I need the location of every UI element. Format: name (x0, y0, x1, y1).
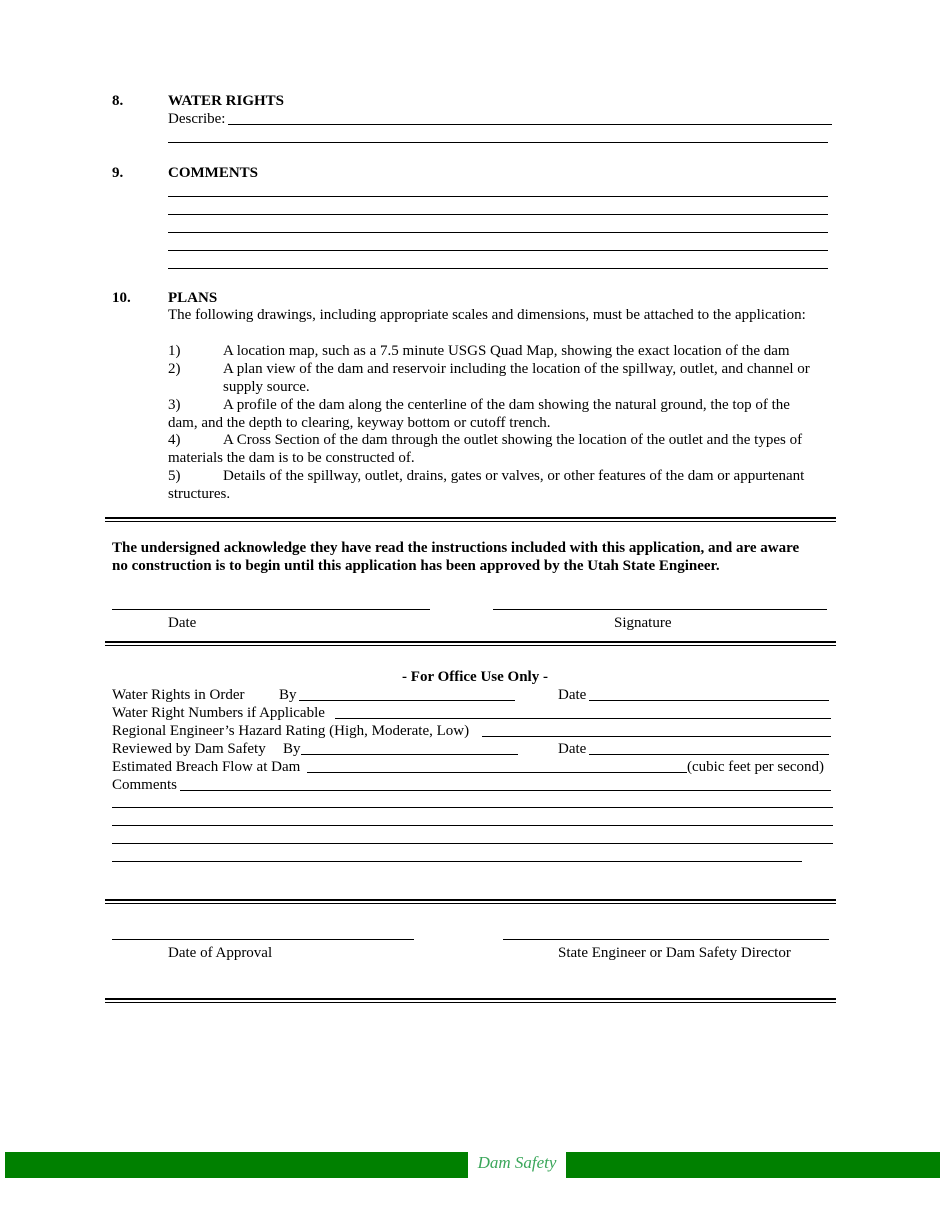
reviewed-date-label: Date (558, 741, 587, 757)
office-comments-label: Comments (112, 777, 178, 793)
comments-line-4[interactable] (168, 250, 828, 251)
plans-item-2-number: 2) (168, 361, 181, 377)
water-rights-in-order-label: Water Rights in Order (112, 687, 245, 703)
reviewed-date-field[interactable] (589, 754, 829, 755)
applicant-date-field[interactable] (112, 609, 430, 610)
acknowledgement-line-1: The undersigned acknowledge they have read the instructions included with this application, and are aware (112, 540, 800, 556)
water-rights-date-label: Date (558, 687, 587, 703)
water-rights-describe-field[interactable] (228, 124, 832, 125)
reviewed-by-by-label: By (283, 741, 301, 757)
footer-bar-left (5, 1152, 468, 1178)
office-comments-line-2[interactable] (112, 807, 833, 808)
plans-item-5-text: Details of the spillway, outlet, drains, gates or valves, or other features of the dam or appurtenant (223, 468, 805, 484)
water-right-numbers-label: Water Right Numbers if Applicable (112, 705, 325, 721)
plans-item-2-text: A plan view of the dam and reservoir including the location of the spillway, outlet, and channel or (223, 361, 810, 377)
applicant-date-label: Date (168, 615, 197, 631)
plans-intro: The following drawings, including appropriate scales and dimensions, must be attached to the application: (168, 307, 806, 323)
plans-item-1-text: A location map, such as a 7.5 minute USGS Quad Map, showing the exact location of the dam (223, 343, 790, 359)
divider (105, 899, 836, 904)
office-use-heading: - For Office Use Only - (402, 669, 548, 685)
water-right-numbers-field[interactable] (335, 718, 831, 719)
hazard-rating-field[interactable] (482, 736, 831, 737)
section-9-title: COMMENTS (168, 165, 258, 181)
plans-item-5-number: 5) (168, 468, 181, 484)
approver-label: State Engineer or Dam Safety Director (558, 945, 791, 961)
approval-date-field[interactable] (112, 939, 414, 940)
divider (105, 641, 836, 646)
divider (105, 998, 836, 1003)
water-rights-date-field[interactable] (589, 700, 829, 701)
divider (105, 517, 836, 522)
comments-line-1[interactable] (168, 196, 828, 197)
plans-item-2-text-cont: supply source. (223, 379, 310, 395)
office-comments-line-4[interactable] (112, 843, 833, 844)
office-comments-line-5[interactable] (112, 861, 802, 862)
footer-title: Dam Safety (477, 1153, 557, 1172)
plans-item-4-text-cont: materials the dam is to be constructed of. (168, 450, 415, 466)
comments-line-5[interactable] (168, 268, 828, 269)
plans-item-5-text-cont: structures. (168, 486, 231, 502)
acknowledgement-line-2: no construction is to begin until this application has been approved by the Utah State Engineer. (112, 558, 720, 574)
office-comments-field[interactable] (180, 790, 831, 791)
section-8-title: WATER RIGHTS (168, 93, 285, 109)
applicant-signature-label: Signature (614, 615, 672, 631)
applicant-signature-field[interactable] (493, 609, 827, 610)
comments-line-3[interactable] (168, 232, 828, 233)
approval-date-label: Date of Approval (168, 945, 273, 961)
comments-line-2[interactable] (168, 214, 828, 215)
approver-signature-field[interactable] (503, 939, 829, 940)
section-8-number: 8. (112, 93, 124, 109)
hazard-rating-label: Regional Engineer’s Hazard Rating (High, Moderate, Low) (112, 723, 470, 739)
plans-item-3-text-cont: dam, and the depth to clearing, keyway bottom or cutoff trench. (168, 415, 551, 431)
plans-item-4-number: 4) (168, 432, 181, 448)
section-9-number: 9. (112, 165, 124, 181)
reviewed-by-label: Reviewed by Dam Safety (112, 741, 266, 757)
water-rights-by-label: By (279, 687, 297, 703)
water-rights-by-field[interactable] (299, 700, 515, 701)
plans-item-1-number: 1) (168, 343, 181, 359)
breach-flow-field[interactable] (307, 772, 687, 773)
plans-item-3-number: 3) (168, 397, 181, 413)
office-comments-line-3[interactable] (112, 825, 833, 826)
footer-bar-right (566, 1152, 940, 1178)
water-rights-describe-label: Describe: (168, 111, 226, 127)
reviewed-by-field[interactable] (301, 754, 518, 755)
water-rights-describe-field-2[interactable] (168, 142, 828, 143)
breach-flow-label: Estimated Breach Flow at Dam (112, 759, 301, 775)
section-10-number: 10. (112, 290, 131, 306)
breach-flow-unit: (cubic feet per second) (687, 759, 825, 775)
plans-item-4-text: A Cross Section of the dam through the outlet showing the location of the outlet and the types of (223, 432, 803, 448)
section-10-title: PLANS (168, 290, 218, 306)
plans-item-3-text: A profile of the dam along the centerline of the dam showing the natural ground, the top of the (223, 397, 790, 413)
